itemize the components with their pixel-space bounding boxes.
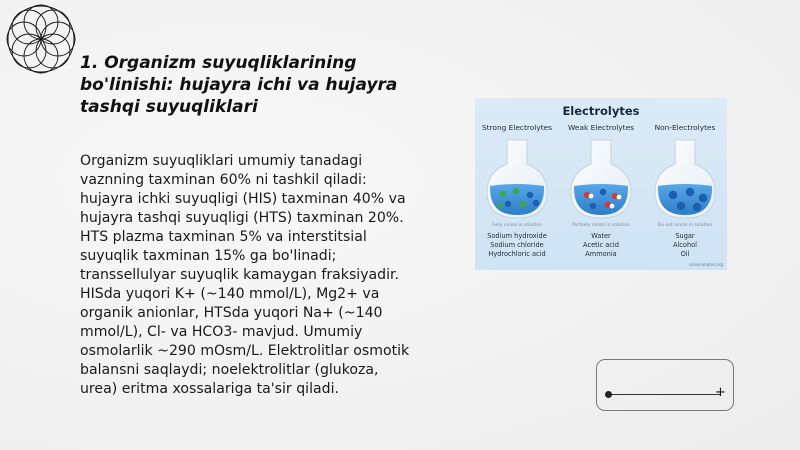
figure-title: Electrolytes (562, 104, 640, 118)
example-item: Water (591, 232, 611, 240)
example-item: Oil (680, 250, 690, 258)
flask-weak (571, 140, 631, 218)
slide-body-text: Organizm suyuqliklari umumiy tanadagi vaznning taxminan 60% ni tashkil qiladi: hujayra ichki suyuqligi (HIS) taxminan 40% va hujayra tashqi suyuqligi (HTS) taxminan 20%. HTS plazma taxminan 5% va interstitsial suyuqlik taxminan 15% ga bo'linadi; transsellulyar suyuqlik kamaygan fraksiyadir. HISda yuqori K+ (~140 mmol/L), Mg2+ va organik anionlar, HTSda yuqori Na+ (~140 mmol/L), Cl- va HCO3- mavjud. Umumiy osmolarlik ~290 mOsm/L. Elektrolitlar osmotik balansni saqlaydi; noelektrolitlar (glukoza, urea) eritma xossalariga ta'sir qiladi. (80, 153, 410, 397)
column-examples-weak (559, 232, 643, 259)
slider-track[interactable] (608, 394, 720, 395)
flask-non (655, 140, 715, 218)
slider-widget-frame (596, 359, 734, 411)
figure-credit: sciencenotes.org (689, 262, 723, 267)
column-subtext-weak: Partially ionize in solution (572, 223, 630, 228)
example-item: Sodium hydroxide (487, 232, 547, 240)
example-item: Acetic acid (583, 241, 619, 249)
plus-icon[interactable]: + (715, 385, 726, 400)
example-item: Sugar (675, 232, 695, 240)
column-subtext-strong: Fully ionize in solution (492, 223, 542, 228)
flask-strong (487, 140, 547, 218)
example-item: Ammonia (585, 250, 617, 258)
column-subtext-non: Do not ionize in solution (657, 223, 713, 228)
circular-ornament-logo (4, 2, 78, 76)
column-heading-weak: Weak Electrolytes (568, 123, 634, 132)
electrolytes-figure (475, 98, 727, 270)
column-examples-non (643, 232, 727, 259)
example-item: Alcohol (672, 241, 698, 249)
column-examples-strong (475, 232, 559, 259)
column-heading-strong: Strong Electrolytes (481, 123, 553, 132)
slider-handle[interactable] (605, 391, 612, 398)
slide-title: 1. Organizm suyuqliklarining bo'linishi: hujayra ichi va hujayra tashqi suyuqliklari (80, 53, 398, 117)
column-heading-non: Non-Electrolytes (654, 123, 716, 132)
example-item: Hydrochloric acid (488, 250, 546, 258)
example-item: Sodium chloride (490, 241, 544, 249)
